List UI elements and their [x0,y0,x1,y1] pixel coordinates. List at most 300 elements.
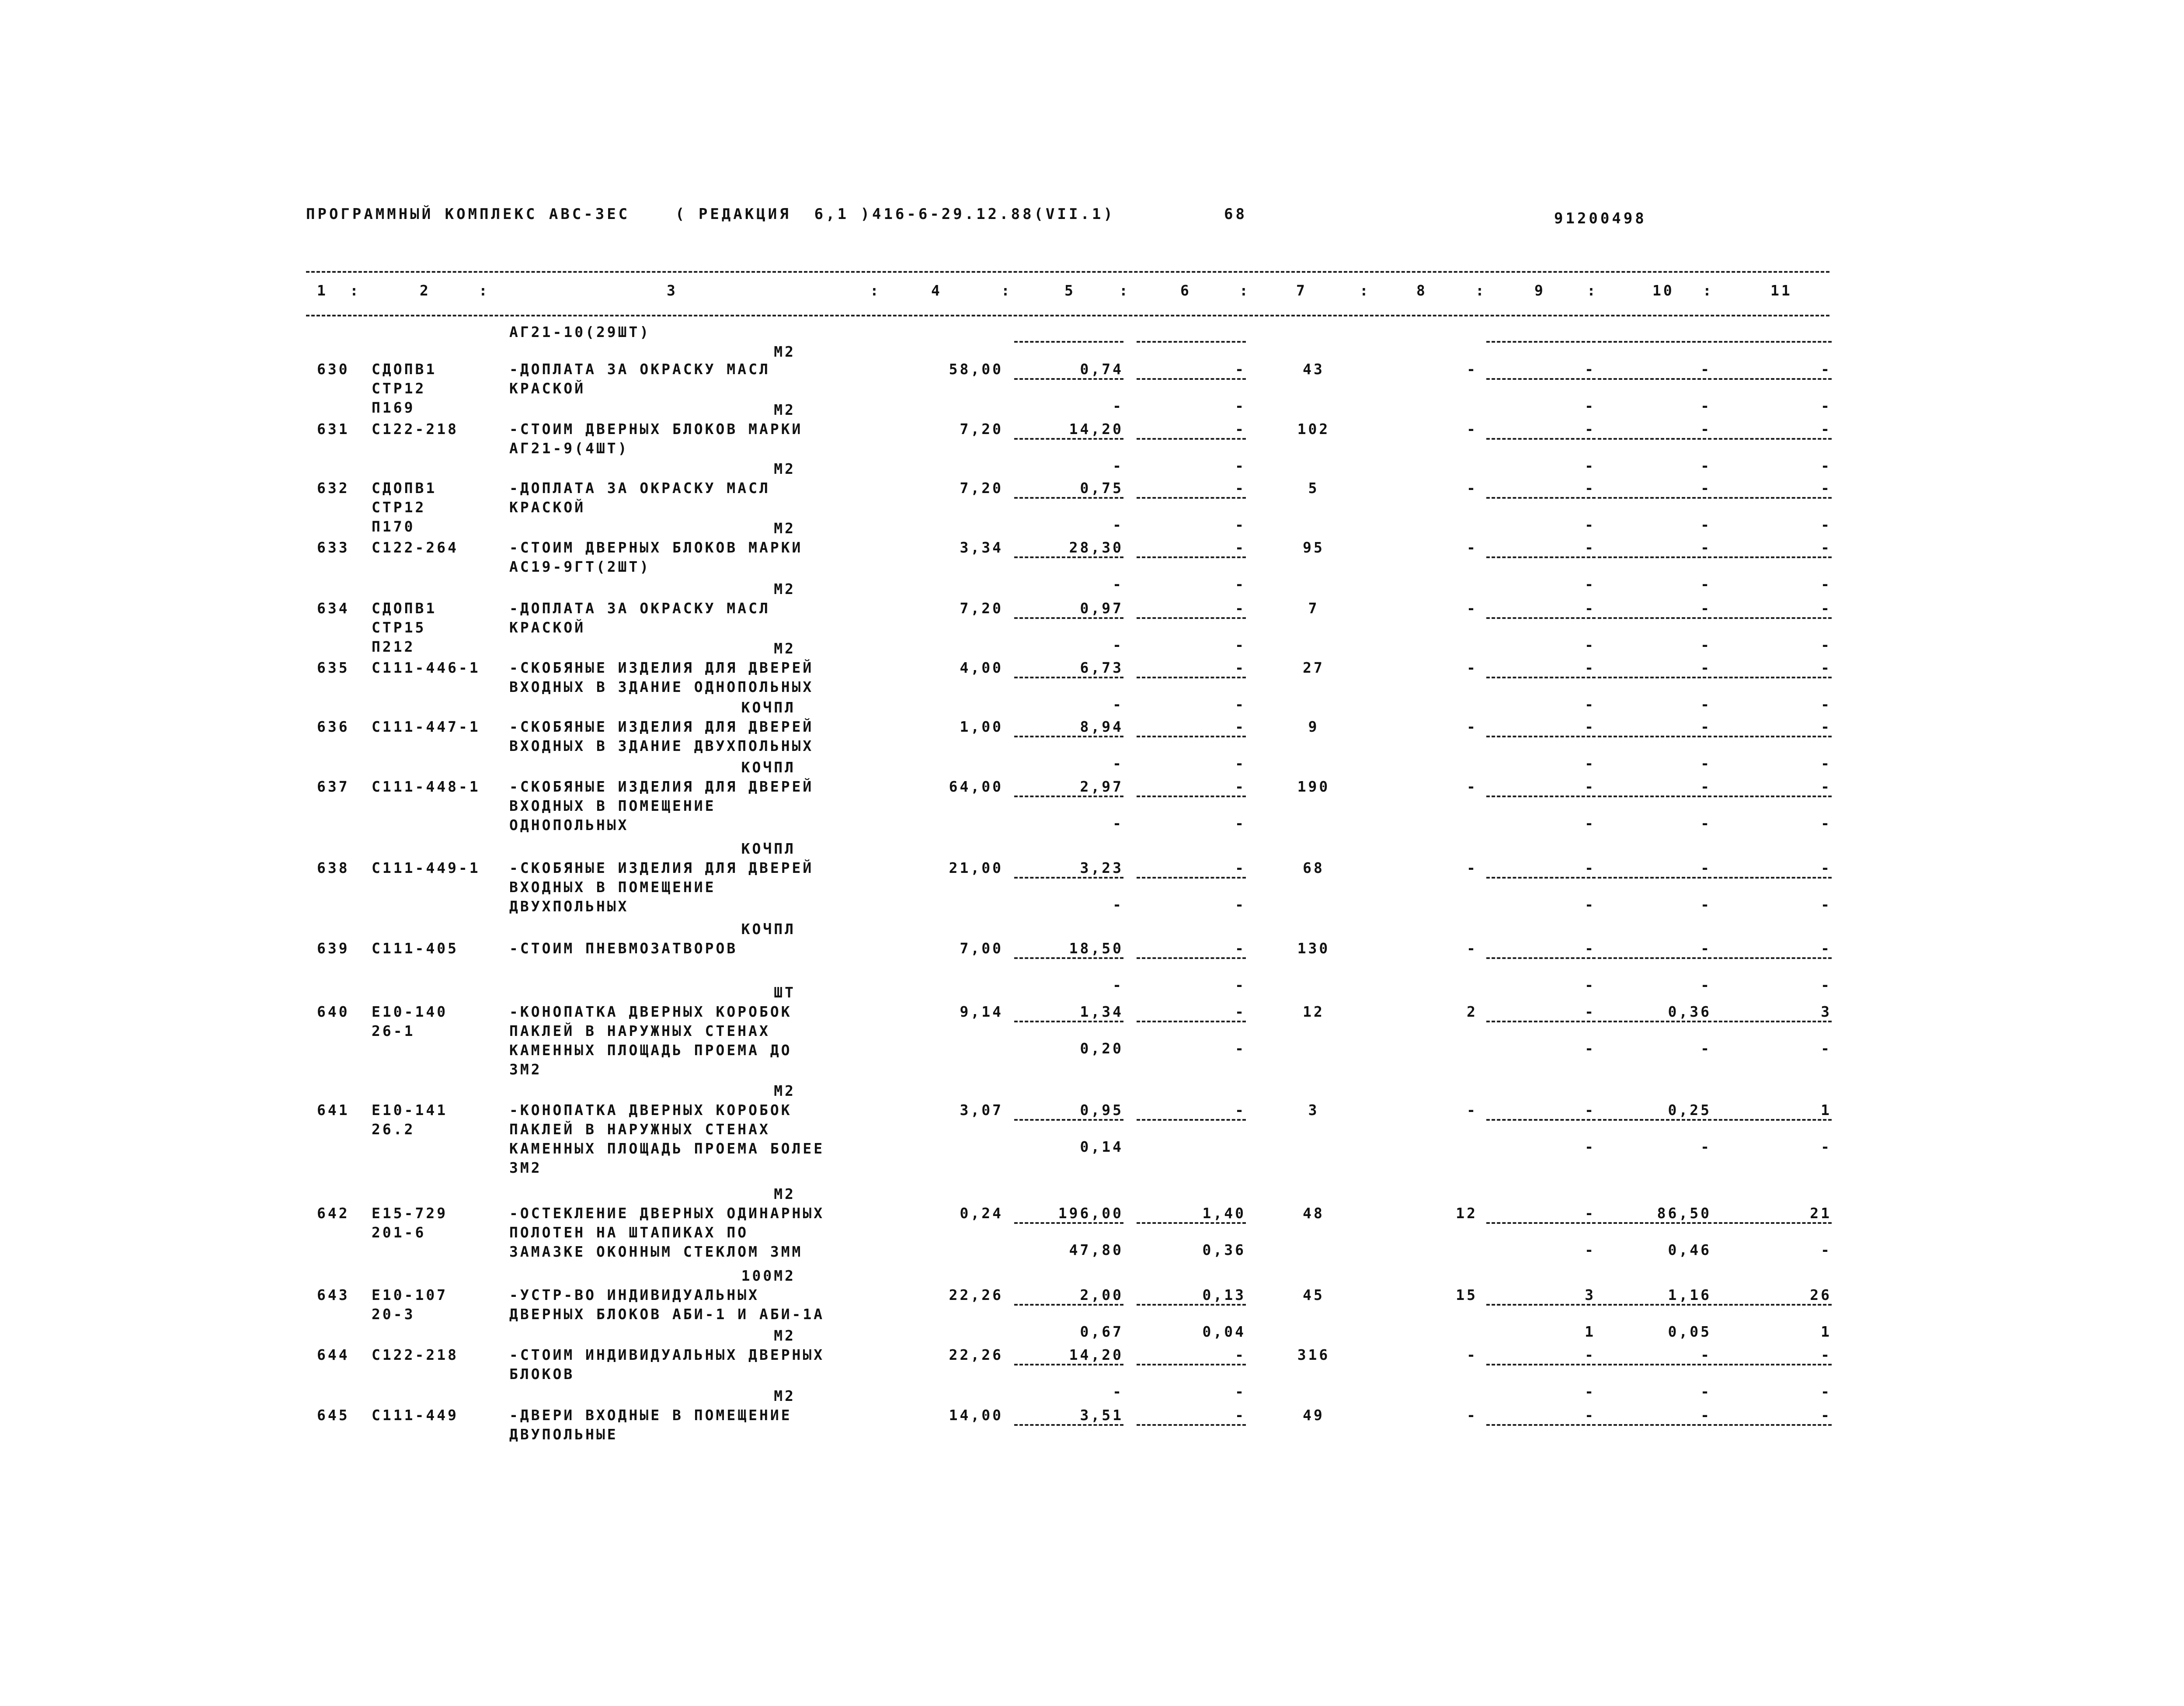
cell-c6b: - [1235,576,1246,593]
column-separator: : [1119,282,1130,299]
subtotal-rule [1714,1119,1832,1121]
row-number: 644 [317,1346,350,1363]
subtotal-rule [1137,1364,1246,1365]
cell-c6: - [1235,1407,1246,1424]
cell-c6: 0,13 [1202,1286,1246,1303]
cell-c4: 1,00 [960,718,1003,735]
cell-c8: 12 [1456,1205,1478,1222]
subtotal-rule [1486,877,1596,879]
subtotal-rule [1598,1304,1711,1306]
cell-c4: 22,26 [949,1286,1003,1303]
subtotal-rule [1014,341,1123,343]
cell-c10b: - [1701,576,1711,593]
cell-c4: 3,34 [960,539,1003,556]
cell-c11b: - [1821,1241,1832,1258]
subtotal-rule [1014,1222,1123,1224]
cell-c5: 0,95 [1080,1101,1123,1119]
cell-c11b: - [1821,1138,1832,1155]
cell-c11: - [1821,420,1832,438]
cell-c10: - [1701,479,1711,497]
header-rule-top [306,271,1829,273]
cell-c5: 0,75 [1080,479,1123,497]
subtotal-rule [1014,438,1123,440]
subtotal-rule [1486,617,1596,619]
row-number: 634 [317,600,350,617]
unit-label: М2 [774,460,796,477]
cell-c9b: - [1585,1040,1596,1057]
cell-c5b: - [1113,1383,1123,1400]
subtotal-rule [1486,677,1596,678]
row-code: Е10-107 [372,1286,448,1303]
row-code: СТР12 [372,380,426,397]
row-description: ОДНОПОЛЬНЫХ [509,817,629,834]
row-description: КРАСКОЙ [509,499,586,516]
row-description: ВХОДНЫХ В ЗДАНИЕ ОДНОПОЛЬНЫХ [509,678,814,695]
cell-c7: 49 [1303,1407,1325,1424]
column-separator: : [479,282,490,299]
row-code: Е10-141 [372,1101,448,1119]
row-code: П212 [372,638,415,655]
cell-c9b: - [1585,976,1596,994]
cell-c9: - [1585,778,1596,795]
row-code: С111-449 [372,1407,459,1424]
subtotal-rule [1598,1364,1711,1365]
cell-c11: - [1821,361,1832,378]
cell-c10b: - [1701,516,1711,533]
cell-c9: - [1585,600,1596,617]
subtotal-rule [1137,1424,1246,1426]
cell-c11: - [1821,479,1832,497]
cell-c6: - [1235,1101,1246,1119]
cell-c4: 7,20 [960,479,1003,497]
subtotal-rule [1714,556,1832,558]
header-rule-bottom [306,315,1829,316]
row-number: 640 [317,1003,350,1020]
subtotal-rule [1598,877,1711,879]
subtotal-rule [1137,378,1246,380]
cell-c5b: - [1113,755,1123,772]
row-code: С111-449-1 [372,859,480,876]
cell-c10b: - [1701,636,1711,653]
subtotal-rule [1014,796,1123,797]
cell-c6b: - [1235,1383,1246,1400]
subtotal-rule [1486,1119,1596,1121]
row-number: 641 [317,1101,350,1119]
unit-label: КОЧПЛ [741,840,796,857]
cell-c10b: 0,05 [1668,1323,1711,1340]
column-header-7: 7 [1296,282,1307,299]
cell-c7: 3 [1308,1101,1319,1119]
row-code: С111-447-1 [372,718,480,735]
cell-c5: 196,00 [1058,1205,1123,1222]
cell-c9: - [1585,1346,1596,1363]
cell-c4: 3,07 [960,1101,1003,1119]
row-number: 632 [317,479,350,497]
row-description: ПАКЛЕЙ В НАРУЖНЫХ СТЕНАХ [509,1121,770,1138]
row-description: -СКОБЯНЫЕ ИЗДЕЛИЯ ДЛЯ ДВЕРЕЙ [509,718,814,735]
cell-c5: 8,94 [1080,718,1123,735]
cell-c6: - [1235,659,1246,676]
cell-c11b: - [1821,636,1832,653]
cell-c9b: - [1585,516,1596,533]
cell-c10b: - [1701,696,1711,713]
subtotal-rule [1598,378,1711,380]
cell-c10b: - [1701,976,1711,994]
row-code: П170 [372,518,415,535]
cell-c10: - [1701,600,1711,617]
row-description: ВХОДНЫХ В ЗДАНИЕ ДВУХПОЛЬНЫХ [509,737,814,754]
cell-c5: 6,73 [1080,659,1123,676]
cell-c11: - [1821,1407,1832,1424]
cell-c11b: - [1821,1040,1832,1057]
row-description: -СТОИМ ДВЕРНЫХ БЛОКОВ МАРКИ [509,420,803,438]
column-separator: : [350,282,361,299]
row-description: АС19-9ГТ(2ШТ) [509,558,651,575]
subtotal-rule [1137,617,1246,619]
row-number: 633 [317,539,350,556]
cell-c7: 7 [1308,600,1319,617]
cell-c9: - [1585,539,1596,556]
unit-label: КОЧПЛ [741,759,796,776]
subtotal-rule [1714,341,1832,343]
column-header-10: 10 [1652,282,1674,299]
row-code: СТР15 [372,619,426,636]
cell-c6b: - [1235,696,1246,713]
row-description: -УСТР-ВО ИНДИВИДУАЛЬНЫХ [509,1286,759,1303]
cell-c9b: - [1585,636,1596,653]
unit-label: КОЧПЛ [741,921,796,938]
cell-c8: - [1467,1101,1478,1119]
cell-c10: 1,16 [1668,1286,1711,1303]
cell-c6: - [1235,539,1246,556]
row-description: -КОНОПАТКА ДВЕРНЫХ КОРОБОК [509,1101,792,1119]
cell-c5: 28,30 [1069,539,1123,556]
subtotal-rule [1598,1021,1711,1022]
cell-c10b: - [1701,755,1711,772]
cell-c10: - [1701,420,1711,438]
cell-c10b: - [1701,896,1711,913]
cell-c11b: - [1821,755,1832,772]
row-description: -СТОИМ ДВЕРНЫХ БЛОКОВ МАРКИ [509,539,803,556]
cell-c8: 15 [1456,1286,1478,1303]
row-description: -КОНОПАТКА ДВЕРНЫХ КОРОБОК [509,1003,792,1020]
cell-c9: - [1585,1205,1596,1222]
row-description: ДВУХПОЛЬНЫХ [509,898,629,915]
cell-c11: - [1821,718,1832,735]
row-description: 3М2 [509,1159,542,1176]
cell-c4: 14,00 [949,1407,1003,1424]
subtotal-rule [1014,1424,1123,1426]
row-number: 643 [317,1286,350,1303]
row-number: 642 [317,1205,350,1222]
subtotal-rule [1014,617,1123,619]
cell-c7: 316 [1297,1346,1330,1363]
subtotal-rule [1598,1424,1711,1426]
subtotal-rule [1137,438,1246,440]
cell-c11b: - [1821,896,1832,913]
cell-c5: 3,51 [1080,1407,1123,1424]
row-code: С122-264 [372,539,459,556]
cell-c7: 95 [1303,539,1325,556]
subtotal-rule [1598,497,1711,499]
unit-label: М2 [774,1387,796,1404]
cell-c5b: - [1113,896,1123,913]
subtotal-rule [1486,1364,1596,1365]
cell-c8: - [1467,361,1478,378]
program-title: ПРОГРАММНЫЙ КОМПЛЕКС АВС-ЗЕС [306,205,630,223]
column-header-8: 8 [1416,282,1427,299]
cell-c7: 43 [1303,361,1325,378]
cell-c10: - [1701,659,1711,676]
cell-c11: - [1821,600,1832,617]
cell-c11: - [1821,1346,1832,1363]
column-header-6: 6 [1180,282,1191,299]
row-description: КРАСКОЙ [509,619,586,636]
row-code: СДОПВ1 [372,479,437,497]
row-description: 3М2 [509,1061,542,1078]
subtotal-rule [1137,677,1246,678]
subtotal-rule [1014,556,1123,558]
subtotal-rule [1486,497,1596,499]
document-code: 91200498 [1554,210,1647,227]
cell-c9b: - [1585,576,1596,593]
column-header-2: 2 [420,282,431,299]
cell-c5b: - [1113,815,1123,832]
cell-c4: 22,26 [949,1346,1003,1363]
subtotal-rule [1598,556,1711,558]
row-code: 20-3 [372,1306,415,1323]
cell-c10b: 0,46 [1668,1241,1711,1258]
subtotal-rule [1714,1021,1832,1022]
row-description: КАМЕННЫХ ПЛОЩАДЬ ПРОЕМА БОЛЕЕ [509,1140,825,1157]
cell-c5: 14,20 [1069,1346,1123,1363]
row-description: -ДВЕРИ ВХОДНЫЕ В ПОМЕЩЕНИЕ [509,1407,792,1424]
cell-c6: 1,40 [1202,1205,1246,1222]
cell-c6: - [1235,859,1246,876]
cell-c8: - [1467,778,1478,795]
subtotal-rule [1486,438,1596,440]
cell-c9b: - [1585,457,1596,474]
cell-c7: 130 [1297,940,1330,957]
cell-c6: - [1235,778,1246,795]
row-number: 631 [317,420,350,438]
cell-c5: 2,97 [1080,778,1123,795]
cell-c7: 68 [1303,859,1325,876]
cell-c5: 2,00 [1080,1286,1123,1303]
cell-c5: 0,74 [1080,361,1123,378]
column-separator: : [1001,282,1012,299]
unit-label: ШТ [774,984,796,1001]
column-separator: : [1239,282,1250,299]
column-separator: : [1587,282,1598,299]
continuation-desc: АГ21-10(29ШТ) [509,323,651,341]
subtotal-rule [1486,1222,1596,1224]
subtotal-rule [1014,1364,1123,1365]
cell-c8: - [1467,659,1478,676]
cell-c7: 9 [1308,718,1319,735]
unit-label: М2 [774,401,796,418]
cell-c6b: 0,04 [1202,1323,1246,1340]
cell-c9: - [1585,859,1596,876]
cell-c11: - [1821,539,1832,556]
cell-c7: 5 [1308,479,1319,497]
column-separator: : [870,282,881,299]
cell-c6: - [1235,1346,1246,1363]
subtotal-rule [1714,1304,1832,1306]
unit-label: М2 [774,640,796,657]
row-number: 635 [317,659,350,676]
subtotal-rule [1714,877,1832,879]
cell-c7: 27 [1303,659,1325,676]
cell-c6: - [1235,361,1246,378]
subtotal-rule [1598,438,1711,440]
cell-c5b: - [1113,576,1123,593]
cell-c5: 14,20 [1069,420,1123,438]
subtotal-rule [1014,957,1123,959]
cell-c5: 3,23 [1080,859,1123,876]
row-number: 639 [317,940,350,957]
cell-c5b: - [1113,397,1123,414]
cell-c11: - [1821,659,1832,676]
column-separator: : [1703,282,1714,299]
cell-c10: - [1701,859,1711,876]
cell-c5b: 0,20 [1080,1040,1123,1057]
cell-c10: - [1701,361,1711,378]
subtotal-rule [1598,957,1711,959]
cell-c6b: - [1235,397,1246,414]
subtotal-rule [1014,1021,1123,1022]
cell-c10b: - [1701,1383,1711,1400]
row-code: СДОПВ1 [372,361,437,378]
cell-c9: 3 [1585,1286,1596,1303]
cell-c6: - [1235,420,1246,438]
unit-label: М2 [774,1082,796,1099]
row-description: -СКОБЯНЫЕ ИЗДЕЛИЯ ДЛЯ ДВЕРЕЙ [509,778,814,795]
row-description: -ДОПЛАТА ЗА ОКРАСКУ МАСЛ [509,479,770,497]
cell-c5b: - [1113,696,1123,713]
row-description: КАМЕННЫХ ПЛОЩАДЬ ПРОЕМА ДО [509,1042,792,1059]
row-description: ДВУПОЛЬНЫЕ [509,1426,618,1443]
cell-c5: 18,50 [1069,940,1123,957]
subtotal-rule [1598,1222,1711,1224]
cell-c8: - [1467,718,1478,735]
cell-c4: 7,00 [960,940,1003,957]
cell-c9: - [1585,718,1596,735]
row-description: ВХОДНЫХ В ПОМЕЩЕНИЕ [509,879,716,896]
cell-c6b: - [1235,896,1246,913]
subtotal-rule [1486,736,1596,737]
cell-c11: 1 [1821,1101,1832,1119]
cell-c11b: - [1821,815,1832,832]
row-code: СДОПВ1 [372,600,437,617]
cell-c10b: - [1701,815,1711,832]
cell-c5b: - [1113,976,1123,994]
cell-c9b: - [1585,1138,1596,1155]
cell-c10: - [1701,1407,1711,1424]
cell-c7: 12 [1303,1003,1325,1020]
row-code: 26.2 [372,1121,415,1138]
unit-label: М2 [774,1185,796,1202]
row-number: 638 [317,859,350,876]
subtotal-rule [1137,1021,1246,1022]
cell-c11b: - [1821,576,1832,593]
cell-c8: - [1467,1407,1478,1424]
row-code: С111-448-1 [372,778,480,795]
subtotal-rule [1486,1021,1596,1022]
column-separator: : [1360,282,1370,299]
row-code: П169 [372,399,415,416]
cell-c6: - [1235,718,1246,735]
row-code: 201-6 [372,1224,426,1241]
row-description: -ДОПЛАТА ЗА ОКРАСКУ МАСЛ [509,361,770,378]
unit-label: М2 [774,1327,796,1344]
row-code: С111-446-1 [372,659,480,676]
cell-c11b: - [1821,397,1832,414]
cell-c10b: - [1701,457,1711,474]
subtotal-rule [1137,341,1246,343]
subtotal-rule [1137,877,1246,879]
cell-c5b: 0,14 [1080,1138,1123,1155]
subtotal-rule [1486,378,1596,380]
cell-c6: - [1235,479,1246,497]
subtotal-rule [1486,1424,1596,1426]
cell-c11b: - [1821,516,1832,533]
cell-c5b: - [1113,516,1123,533]
subtotal-rule [1486,556,1596,558]
subtotal-rule [1137,796,1246,797]
subtotal-rule [1014,378,1123,380]
row-code: С111-405 [372,940,459,957]
cell-c9: - [1585,1003,1596,1020]
cell-c6b: - [1235,976,1246,994]
subtotal-rule [1014,736,1123,737]
subtotal-rule [1714,677,1832,678]
subtotal-rule [1137,1304,1246,1306]
row-description: -СКОБЯНЫЕ ИЗДЕЛИЯ ДЛЯ ДВЕРЕЙ [509,659,814,676]
cell-c5b: - [1113,457,1123,474]
column-header-5: 5 [1064,282,1075,299]
row-description: -СТОИМ ПНЕВМОЗАТВОРОВ [509,940,738,957]
subtotal-rule [1714,957,1832,959]
cell-c7: 48 [1303,1205,1325,1222]
unit-label: М2 [774,580,796,598]
unit-label: М2 [774,520,796,537]
cell-c9: - [1585,420,1596,438]
column-header-4: 4 [931,282,942,299]
cell-c6b: - [1235,815,1246,832]
row-number: 637 [317,778,350,795]
subtotal-rule [1137,1222,1246,1224]
subtotal-rule [1137,736,1246,737]
cell-c11: - [1821,940,1832,957]
row-code: С122-218 [372,420,459,438]
row-code: СТР12 [372,499,426,516]
unit-label: М2 [774,343,796,360]
row-description: БЛОКОВ [509,1365,575,1383]
cell-c10: 0,36 [1668,1003,1711,1020]
cell-c5b: 47,80 [1069,1241,1123,1258]
subtotal-rule [1714,1222,1832,1224]
cell-c10: - [1701,1346,1711,1363]
cell-c7: 102 [1297,420,1330,438]
cell-c10: 0,25 [1668,1101,1711,1119]
row-description: ПАКЛЕЙ В НАРУЖНЫХ СТЕНАХ [509,1022,770,1039]
cell-c9b: - [1585,755,1596,772]
cell-c11: 26 [1810,1286,1832,1303]
unit-label: 100М2 [741,1267,796,1284]
row-code: Е10-140 [372,1003,448,1020]
cell-c11: 3 [1821,1003,1832,1020]
